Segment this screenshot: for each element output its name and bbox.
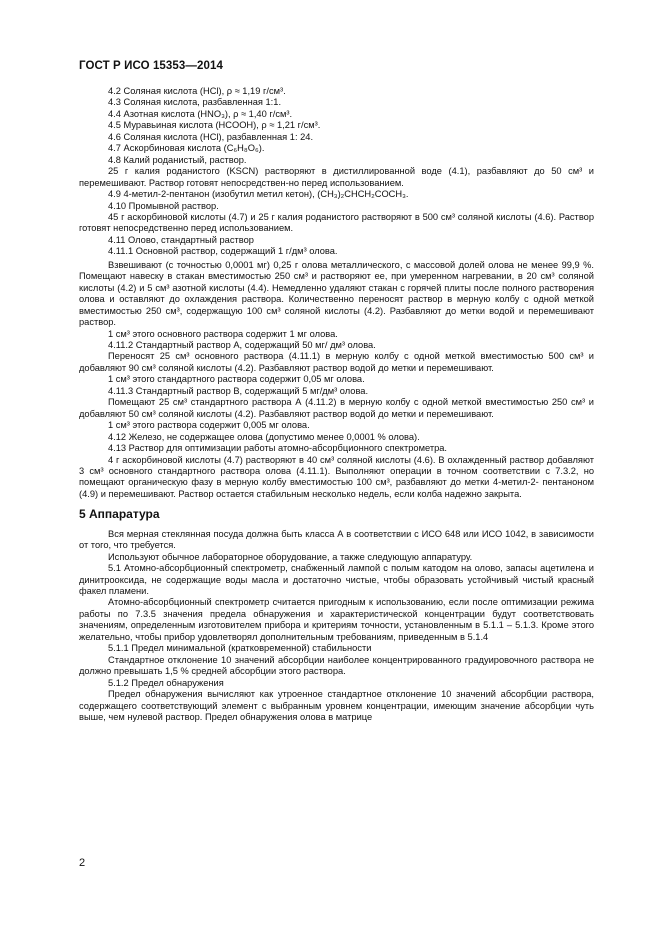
paragraph-4-2: 4.2 Соляная кислота (HCl), ρ ≈ 1,19 г/см³. bbox=[108, 86, 286, 96]
paragraph-5-1-1: 5.1.1 Предел минимальной (кратковременной) стабильности bbox=[108, 643, 372, 654]
paragraph-5-equipment: Используют обычное лабораторное оборудование, а также следующую аппаратуру. bbox=[108, 551, 473, 562]
paragraph-4-8: 4.8 Калий роданистый, раствор. bbox=[108, 154, 247, 165]
paragraph-5-1-text: Атомно-абсорбционный спектрометр считается пригодным к использованию, если после оптимизации режима работы по 7.3.5 значения предела обнаружения и характеристической концентрации будут соответствовать значениям, определенным изготовителем прибора и критериям точности, установленным в 5.1.1 – 5.1.3. Кроме этого желательно, чтобы прибор удовлетворял дополнительным требованиям, приведенным в 5.1.4 bbox=[79, 597, 594, 642]
paragraph-4-11-3: 4.11.3 Стандартный раствор В, содержащий 5 мг/дм³ олова. bbox=[108, 385, 369, 396]
paragraph-4-11-2-note: 1 см³ этого стандартного раствора содержит 0,05 мг олова. bbox=[108, 374, 365, 385]
paragraph-4-11: 4.11 Олово, стандартный раствор bbox=[108, 234, 254, 245]
paragraph-4-6: 4.6 Соляная кислота (HCl), разбавленная 1: 24. bbox=[108, 131, 314, 142]
paragraph-4-8-text: 25 г калия роданистого (KSCN) растворяют в дистиллированной воде (4.1), разбавляют до 50 см³ и перемешивают. Раствор готовят непосредствен-но перед использованием. bbox=[79, 166, 594, 188]
paragraph-5-1-1-text: Стандартное отклонение 10 значений абсорбции наиболее концентрированного градуировочного раствора не должно превышать 1,5 % средней абсорбции этого раствора. bbox=[79, 654, 594, 677]
paragraph-5-intro: Вся мерная стеклянная посуда должна быть класса А в соответствии с ИСО 648 или ИСО 1042, в зависимости от того, что требуется. bbox=[79, 528, 594, 551]
paragraph-4-11-2: 4.11.2 Стандартный раствор А, содержащий 50 мг/ дм³ олова. bbox=[108, 339, 376, 350]
paragraph-4-11-1-note: 1 см³ этого основного раствора содержит 1 мг олова. bbox=[108, 328, 338, 339]
paragraph-4-13-text: 4 г аскорбиновой кислоты (4.7) растворяют в 40 см³ соляной кислоты (4.6). В охлажденный раствор добавляют 3 см³ основного стандартного раствора олова (4.11.1). Выполняют операции в точном соответствии с 7.3.2, но помещают органическую фазу в мерную колбу вместимостью 100 см³, разбавляют до метки 4-метил-2- пентаноном (4.9) и перемешивают. Раствор остается стабильным несколько недель, если колба надежно закрыта. bbox=[79, 454, 594, 499]
paragraph-4-11-2-text: Переносят 25 см³ основного раствора (4.11.1) в мерную колбу с одной меткой вместимостью 500 см³ и добавляют 90 см³ соляной кислоты (4.2). Разбавляют раствор водой до метки и перемешивают. bbox=[79, 351, 594, 373]
paragraph-5-1: 5.1 Атомно-абсорбционный спектрометр, снабженный лампой с полым катодом на олово, запасы ацетилена и динитрооксида, не содержащие воды масла и достаточно чистые, чтобы образовать устойчивый чистый красный факел пламени. bbox=[79, 563, 594, 597]
paragraph-4-11-1-text: Взвешивают (с точностью 0,0001 мг) 0,25 г олова металлического, с массовой долей олова не менее 99,9 %. Помещают навеску в стакан вместимостью 250 см³ и растворяют ее, при умеренном нагревании, в 20 см³ соляной кислоты (4.2) и 5 см³ азотной кислоты (4.4). Немедленно удаляют стакан с горячей плиты после полного растворения олова и оставляют до охлаждения раствора. Количественно переносят раствор в мерную колбу с одной меткой вместимостью 250 см³, содержащую 100 см³ соляной кислоты (4.2). Разбавляют до метки водой и перемешивают раствор. bbox=[79, 259, 594, 328]
paragraph-4-11-1: 4.11.1 Основной раствор, содержащий 1 г/дм³ олова. bbox=[108, 246, 338, 257]
paragraph-5-1-2-text: Предел обнаружения вычисляют как утроенное стандартное отклонение 10 значений абсорбции раствора, содержащего соответствующий элемент с выбранным уровнем концентрации, имеющим значение абсорбции чуть выше, чем нулевой раствор. Предел обнаружения олова в матрице bbox=[79, 689, 594, 723]
paragraph-4-3: 4.3 Соляная кислота, разбавленная 1:1. bbox=[108, 97, 282, 108]
paragraph-4-9: 4.9 4-метил-2-пентанон (изобутил метил кетон), (CH₃)₂CHCH₂COCH₃. bbox=[108, 189, 409, 200]
paragraph-4-12: 4.12 Железо, не содержащее олова (допустимо менее 0,0001 % олова). bbox=[108, 431, 420, 442]
paragraph-4-11-3-text: Помещают 25 см³ стандартного раствора А (4.11.2) в мерную колбу с одной меткой вместимостью 250 см³ и добавляют 50 см³ соляной кислоты (4.2). Разбавляют раствор водой до метки и перемешивают. bbox=[79, 397, 594, 419]
paragraph-4-10-text: 45 г аскорбиновой кислоты (4.7) и 25 г калия роданистого растворяют в 500 см³ соляной кислоты (4.6). Раствор готовят непосредственно перед использованием. bbox=[79, 211, 594, 234]
paragraph-4-4: 4.4 Азотная кислота (HNO₃), ρ ≈ 1,40 г/см³. bbox=[108, 108, 293, 119]
paragraph-4-13: 4.13 Раствор для оптимизации работы атомно-абсорбционного спектрометра. bbox=[108, 443, 448, 454]
page-number: 2 bbox=[79, 857, 86, 869]
paragraph-4-10: 4.10 Промывной раствор. bbox=[108, 200, 219, 211]
paragraph-4-5: 4.5 Муравьиная кислота (HCOOH), ρ ≈ 1,21 г/см³. bbox=[108, 120, 321, 131]
document-body bbox=[79, 86, 594, 723]
paragraph-4-11-3-note: 1 см³ этого раствора содержит 0,005 мг олова. bbox=[108, 420, 310, 431]
paragraph-4-7: 4.7 Аскорбиновая кислота (C₆H₈O₆). bbox=[108, 143, 265, 154]
paragraph-5-1-2: 5.1.2 Предел обнаружения bbox=[108, 677, 224, 688]
section-heading-apparatus: 5 Аппаратура bbox=[79, 507, 160, 522]
page-header: ГОСТ Р ИСО 15353—2014 bbox=[79, 60, 224, 72]
